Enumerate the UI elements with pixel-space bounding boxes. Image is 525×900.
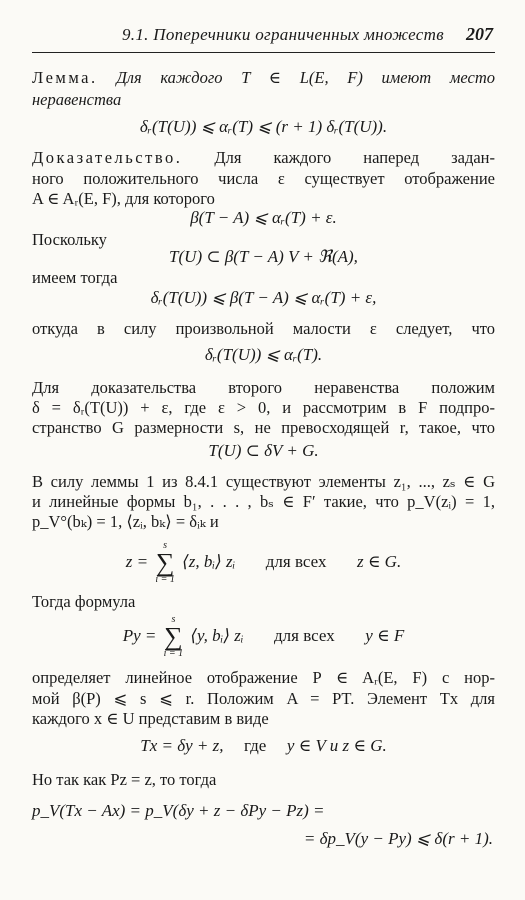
formula-4-where: где xyxy=(244,736,267,755)
second-formula-5-line-1: p_V(Tx − Ax) = p_V(δy + z − δPy − Pz) = xyxy=(32,801,325,820)
second-line-7: определяет линейное отображение P ∈ Aᵣ(E, F) с нор- xyxy=(32,668,495,687)
second-line-2: δ = δᵣ(T(U)) + ε, где ε > 0, и рассмотрим в F подпро- xyxy=(32,398,495,417)
second-formula-2 xyxy=(32,540,495,584)
formula-2-rhs: ⟨z, bᵢ⟩ zᵢ xyxy=(182,552,236,571)
second-line-5: и линейные формы b₁, . . . , bₛ ∈ F′ такие, что p_V(zᵢ) = 1, xyxy=(32,492,495,511)
sum-lower-limit: i = 1 xyxy=(163,648,184,660)
sum-lower-limit: i = 1 xyxy=(155,574,175,586)
proof-since: Поскольку xyxy=(32,230,107,249)
second-line-10: Но так как Pz = z, то тогда xyxy=(32,770,217,789)
proof-line-1 xyxy=(32,148,495,168)
second-formula-4 xyxy=(32,735,495,757)
lemma-line-1 xyxy=(32,68,495,88)
page-number: 207 xyxy=(466,24,493,44)
lemma-label: Лемма. xyxy=(32,68,98,87)
formula-3-rhs: ⟨y, bᵢ⟩ zᵢ xyxy=(190,626,244,645)
proof-formula-2: T(U) ⊂ β(T − A) V + ℜ(A), xyxy=(169,247,358,266)
proof-line-4: откуда в силу произвольной малости ε следует, что xyxy=(32,319,495,338)
proof-label: Доказательство. xyxy=(32,148,183,167)
second-line-1: Для доказательства второго неравенства положим xyxy=(32,378,495,397)
formula-4-lhs: Tx = δy + z, xyxy=(140,736,224,755)
second-line-9: каждого x ∈ U представим в виде xyxy=(32,709,269,728)
second-line-8: мой β(P) ⩽ s ⩽ r. Положим A = PT. Элемент Tx для xyxy=(32,689,495,708)
second-line-3: странство G размерности s, не превосходящей r, такое, что xyxy=(32,418,495,437)
proof-line-3: A ∈ Aᵣ(E, F), для которого xyxy=(32,189,215,208)
second-formula-5-line-2: = δp_V(y − Py) ⩽ δ(r + 1). xyxy=(303,829,493,848)
then-formula-line: Тогда формула xyxy=(32,592,136,611)
proof-formula-1: β(T − A) ⩽ αᵣ(T) + ε. xyxy=(190,208,337,227)
proof-have-then: имеем тогда xyxy=(32,268,118,287)
formula-2-words: для всех xyxy=(265,552,327,571)
proof-text-1: Для каждого наперед задан- xyxy=(214,148,495,167)
formula-2-lhs: z = xyxy=(125,552,149,571)
formula-3-words: для всех xyxy=(274,626,335,645)
proof-formula-3: δᵣ(T(U)) ⩽ β(T − A) ⩽ αᵣ(T) + ε, xyxy=(150,288,377,307)
second-line-4: В силу леммы 1 из 8.4.1 существуют элементы z₁, ..., zₛ ∈ G xyxy=(32,472,495,491)
lemma-statement-1: Для каждого T ∈ L(E, F) имеют место xyxy=(116,68,495,87)
formula-4-condition: y ∈ V и z ∈ G. xyxy=(286,736,387,755)
sigma-glyph: ∑ xyxy=(155,548,175,578)
lemma-formula: δᵣ(T(U)) ⩽ αᵣ(T) ⩽ (r + 1) δᵣ(T(U)). xyxy=(139,117,388,136)
sigma-glyph: ∑ xyxy=(164,622,183,652)
sum-upper-limit: s xyxy=(163,540,168,552)
proof-line-2: ного положительного числа ε существует отображение xyxy=(32,169,495,188)
formula-3-lhs: Py = xyxy=(122,626,157,645)
proof-formula-4: δᵣ(T(U)) ⩽ αᵣ(T). xyxy=(204,345,323,364)
summation-sign xyxy=(155,541,175,585)
page-header xyxy=(32,22,495,53)
formula-3-condition: y ∈ F xyxy=(365,626,405,645)
sum-upper-limit: s xyxy=(171,614,176,626)
second-formula-3 xyxy=(32,614,495,658)
summation-sign xyxy=(164,615,184,659)
running-head: 9.1. Поперечники ограниченных множеств xyxy=(122,25,444,44)
lemma-line-2: неравенства xyxy=(32,90,122,109)
second-formula-1: T(U) ⊂ δV + G. xyxy=(208,441,319,460)
second-line-6: p_V°(bₖ) = 1, ⟨zᵢ, bₖ⟩ = δᵢₖ и xyxy=(32,512,219,531)
formula-2-condition: z ∈ G. xyxy=(356,552,402,571)
